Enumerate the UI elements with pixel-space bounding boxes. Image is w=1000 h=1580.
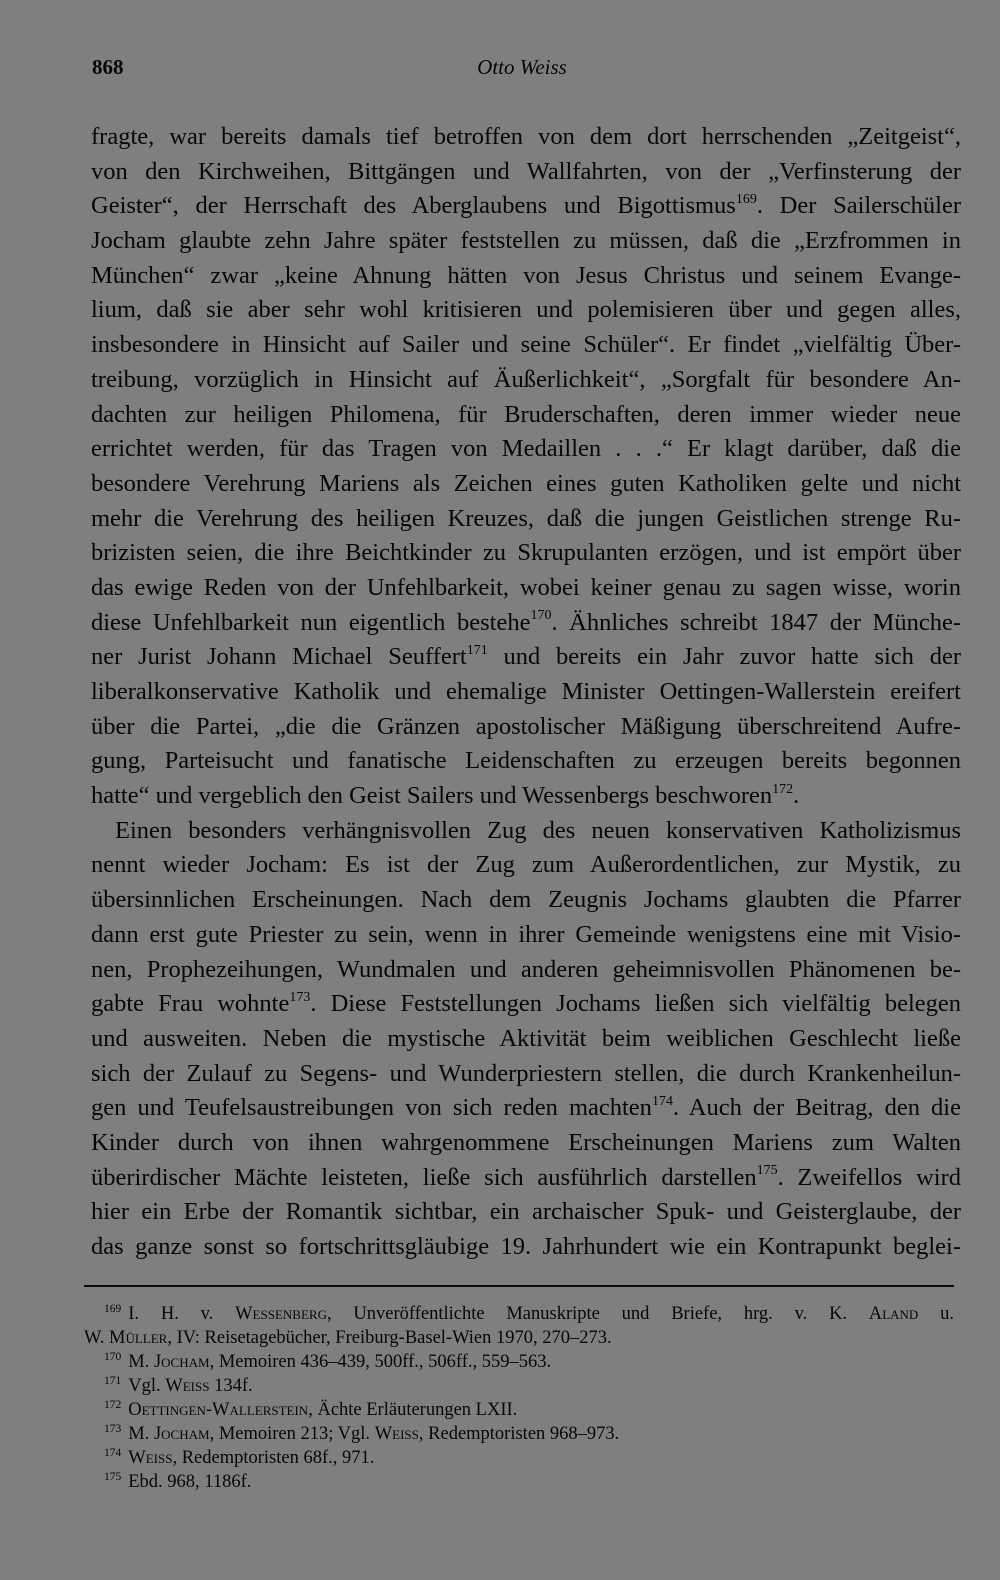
body-line — [91, 779, 961, 814]
footnote-text: W. — [84, 1328, 110, 1348]
body-line: brizisten seien, die ihre Beichtkinder zu Skrupulanten erzögen, und ist empört über — [91, 539, 961, 567]
footnote-ref: 172 — [772, 781, 794, 797]
body-line: sich der Zulauf zu Segens- und Wunderpriestern stellen, die durch Krankenheilun- — [91, 1059, 961, 1087]
body-line: fragte, war bereits damals tief betroffen von dem dort herrschenden „Zeitgeist“, — [91, 123, 961, 150]
footnote-author: Jocham — [153, 1424, 210, 1444]
body-line: Jocham glaubte zehn Jahre später feststellen zu müssen, daß die „Erzfrommen in — [91, 227, 961, 255]
footnote-author: Jocham — [153, 1352, 210, 1372]
body-line: Einen besonders verhängnisvollen Zug des neuen konservativen Katholizismus — [115, 816, 961, 844]
body-line: hier ein Erbe der Romantik sichtbar, ein archaischer Spuk- und Geisterglaube, der — [91, 1198, 961, 1226]
footnote — [84, 1350, 954, 1374]
body-line: und ausweiten. Neben die mystische Aktivität beim weiblichen Geschlecht ließe — [91, 1024, 961, 1052]
footnote-text: , IV: Reisetagebücher, Freiburg-Basel-Wien 1970, 270–273. — [167, 1328, 612, 1348]
body-line: liberalkonservative Katholik und ehemalige Minister Oettingen-Wallerstein ereifert — [91, 678, 961, 705]
footnote-number: 171 — [104, 1374, 122, 1387]
footnote-text: M. — [128, 1352, 154, 1372]
body-line-text: überirdischer Mächte leisteten, ließe sich ausführlich darstellen — [91, 1163, 757, 1191]
body-line-text: diese Unfehlbarkeit nun eigentlich bestehe — [91, 608, 531, 636]
body-line: von den Kirchweihen, Bittgängen und Wallfahrten, von der „Verfinsterung der — [91, 157, 961, 185]
body-line-text: ner Jurist Johann Michael Seuffert — [91, 643, 467, 671]
footnote-author: Aland — [868, 1304, 919, 1324]
body-line-text: . — [793, 782, 800, 810]
body-line: lium, daß sie aber sehr wohl kritisieren und polemisieren über und gegen alles, — [91, 296, 961, 324]
footnote-number: 170 — [104, 1350, 122, 1363]
footnote-number: 175 — [104, 1470, 122, 1483]
body-line: nen, Prophezeihungen, Wundmalen und anderen geheimnisvollen Phänomenen be- — [91, 955, 961, 983]
body-line-text: . Zweifellos wird — [777, 1163, 961, 1191]
footnote-author: Wessenberg — [235, 1304, 327, 1324]
body-line: besondere Verehrung Mariens als Zeichen eines guten Katholiken gelte und nicht — [91, 469, 961, 497]
body-line — [91, 987, 961, 1022]
footnote-number: 169 — [104, 1302, 122, 1315]
body-line: dann erst gute Priester zu sein, wenn in ihrer Gemeinde wenigstens eine mit Visio- — [91, 920, 961, 948]
body-line-text: und bereits ein Jahr zuvor hatte sich der — [487, 643, 961, 671]
footnote-text: , Memoiren 436–439, 500ff., 506ff., 559–563. — [209, 1352, 552, 1372]
body-text — [91, 120, 961, 1265]
footnote-text: I. H. v. — [128, 1304, 236, 1324]
body-line-text: gen und Teufelsaustreibungen von sich reden machten — [91, 1094, 652, 1122]
footnote-text: , Ächte Erläuterungen LXII. — [308, 1400, 518, 1420]
body-line-text: hatte“ und vergeblich den Geist Sailers und Wessenbergs beschworen — [91, 782, 773, 810]
footnote-divider — [84, 1285, 954, 1287]
footnote — [84, 1470, 954, 1494]
footnote-text: , Unveröffentlichte Manuskripte und Briefe, hrg. v. K. — [326, 1304, 869, 1324]
footnote-ref: 170 — [530, 608, 552, 624]
footnote-text: Vgl. — [128, 1376, 166, 1396]
body-line — [91, 1091, 961, 1126]
body-line: das ewige Reden von der Unfehlbarkeit, wobei keiner genau zu sagen wisse, worin — [91, 573, 961, 601]
footnote-continuation — [84, 1326, 954, 1350]
footnote-author: Weiss — [128, 1448, 173, 1468]
footnote-text: , Redemptoristen 68f., 971. — [172, 1448, 375, 1468]
body-line-text: . Ähnliches schreibt 1847 der Münche- — [551, 608, 961, 636]
body-line: Kinder durch von ihnen wahrgenommene Erscheinungen Mariens zum Walten — [91, 1128, 961, 1156]
body-line — [91, 1161, 961, 1196]
footnote-author: Oettingen-Wallerstein — [128, 1400, 309, 1420]
body-line: gung, Parteisucht und fanatische Leidenschaften zu erzeugen bereits begonnen — [91, 747, 961, 775]
footnote — [84, 1374, 954, 1398]
footnote-number: 172 — [104, 1398, 122, 1411]
body-line — [91, 606, 961, 641]
footnote-text: 134f. — [209, 1376, 253, 1396]
body-line: München“ zwar „keine Ahnung hätten von Jesus Christus und seinem Evange- — [91, 261, 961, 289]
page-number: 868 — [92, 55, 124, 79]
footnote-author: Weiss — [165, 1376, 210, 1396]
footnote — [84, 1422, 954, 1446]
footnote — [84, 1446, 954, 1470]
body-line: mehr die Verehrung des heiligen Kreuzes, daß die jungen Geistlichen strenge Ru- — [91, 504, 961, 532]
footnote-text: M. — [128, 1424, 154, 1444]
body-line: über die Partei, „die die Gränzen apostolischer Mäßigung überschreitend Aufre- — [91, 712, 961, 740]
footnote — [84, 1398, 954, 1422]
body-line: dachten zur heiligen Philomena, für Bruderschaften, deren immer wieder neue — [91, 400, 961, 428]
footnote-author: Müller — [109, 1328, 168, 1348]
footnote-text: , Memoiren 213; Vgl. — [209, 1424, 375, 1444]
body-line-text: Geister“, der Herrschaft des Aberglaubens und Bigottismus — [91, 192, 736, 220]
running-head — [92, 55, 952, 85]
footnote-text: Ebd. 968, 1186f. — [128, 1472, 252, 1492]
body-line — [91, 640, 961, 675]
body-line-text: . Auch der Beitrag, den die — [672, 1094, 961, 1122]
footnote-ref: 173 — [289, 990, 311, 1006]
body-line-text: . Der Sailerschüler — [756, 192, 961, 220]
body-line-text: . Diese Feststellungen Jochams ließen sich vielfältig belegen — [310, 990, 961, 1018]
footnote — [84, 1302, 954, 1326]
footnote-number: 173 — [104, 1422, 122, 1435]
body-line: treibung, vorzüglich in Hinsicht auf Äußerlichkeit“, „Sorgfalt für besondere An- — [91, 365, 961, 393]
body-line: errichtet werden, für das Tragen von Medaillen . . .“ Er klagt darüber, daß die — [91, 435, 961, 463]
body-line: übersinnlichen Erscheinungen. Nach dem Zeugnis Jochams glaubten die Pfarrer — [91, 886, 961, 914]
footnote-text: , Redemptoristen 968–973. — [418, 1424, 620, 1444]
footnote-author: Weiss — [374, 1424, 419, 1444]
footnotes — [84, 1302, 954, 1494]
footnote-ref: 174 — [651, 1094, 673, 1110]
footnote-ref: 175 — [756, 1163, 778, 1179]
body-line: insbesondere in Hinsicht auf Sailer und seine Schüler“. Er findet „vielfältig Über- — [91, 331, 961, 359]
footnote-number: 174 — [104, 1446, 122, 1459]
body-line: das ganze sonst so fortschrittsgläubige 19. Jahrhundert wie ein Kontrapunkt beglei- — [91, 1233, 961, 1260]
footnote-text: u. — [918, 1304, 954, 1324]
footnote-ref: 171 — [466, 643, 488, 659]
footnote-ref: 169 — [735, 192, 757, 208]
body-line-text: gabte Frau wohnte — [91, 990, 290, 1018]
running-title: Otto Weiss — [477, 55, 567, 79]
body-line: nennt wieder Jocham: Es ist der Zug zum Außerordentlichen, zur Mystik, zu — [91, 851, 961, 879]
body-line — [91, 189, 961, 224]
